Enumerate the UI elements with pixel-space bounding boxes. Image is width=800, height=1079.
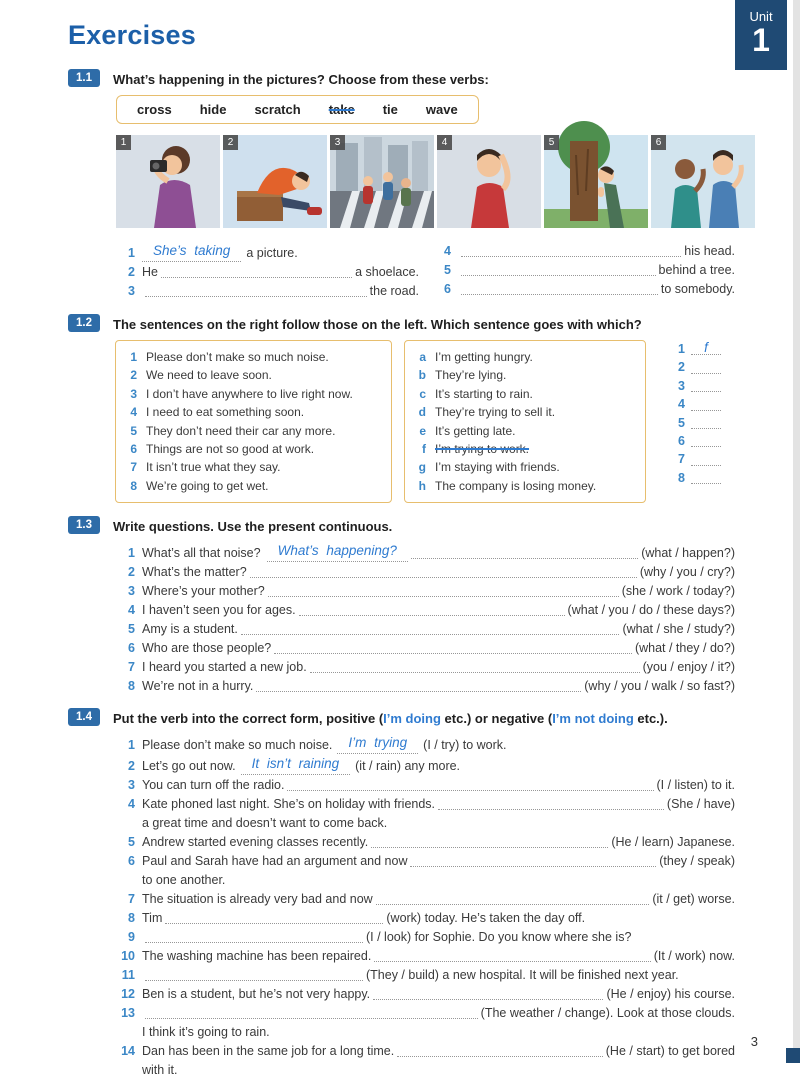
item-hint: (I / try) to work. <box>423 738 507 753</box>
fill-item-continuation <box>115 871 735 889</box>
question-lead: What’s all that noise? <box>142 546 261 561</box>
item-text: It isn’t true what they say. <box>146 460 281 475</box>
item-number: 12 <box>121 987 135 1002</box>
list-item <box>414 477 636 495</box>
answer-blank <box>145 980 363 981</box>
exercise-1-3 <box>68 516 735 695</box>
handwritten-answer: I’m trying <box>337 734 418 754</box>
item-number: 2 <box>678 360 685 375</box>
item-hint: (He / start) to get bored <box>605 1044 735 1059</box>
item-number: 7 <box>128 660 135 675</box>
answer-row <box>673 358 735 376</box>
item-text: They’re trying to sell it. <box>435 405 556 420</box>
answers-left-column <box>115 242 419 301</box>
item-text: It’s starting to rain. <box>435 386 533 401</box>
item-number: 6 <box>678 434 685 449</box>
fill-item <box>115 1042 735 1060</box>
answer-blank <box>373 999 603 1000</box>
item-number: 4 <box>444 244 451 258</box>
item-number: 8 <box>678 470 685 485</box>
answer-blank <box>256 691 581 692</box>
item-letter: f <box>422 442 426 457</box>
answer-blank <box>691 359 721 374</box>
item-number: 4 <box>128 797 135 812</box>
exercise-heading <box>113 708 668 726</box>
unit-label: Unit <box>749 9 773 24</box>
answer-tail: the road. <box>369 284 419 298</box>
illustration <box>437 135 541 228</box>
item-hint: (it / get) worse. <box>652 892 735 907</box>
left-sentences-box <box>115 340 392 503</box>
fill-item <box>115 852 735 870</box>
verb-option: hide <box>199 102 227 117</box>
illustration <box>330 135 434 228</box>
item-hint: (He / learn) Japanese. <box>611 835 735 850</box>
answer-tail: his head. <box>684 244 735 258</box>
item-number: 5 <box>128 835 135 850</box>
illustration <box>544 135 648 228</box>
exercise-body <box>115 542 735 695</box>
question-lead: I heard you started a new job. <box>142 660 307 675</box>
item-hint: (They / build) a new hospital. It will be finished next year. <box>366 968 679 983</box>
answer-row <box>673 395 735 413</box>
exercise-heading: What’s happening in the pictures? Choose from these verbs: <box>113 72 489 87</box>
item-number: 6 <box>128 641 135 656</box>
answer-blank <box>241 634 620 635</box>
item-letter: b <box>418 368 426 383</box>
right-sentences-box <box>404 340 646 503</box>
answer-blank <box>250 577 637 578</box>
answer-blank <box>165 923 383 924</box>
answers-columns <box>115 242 735 301</box>
item-number: 1 <box>128 546 135 561</box>
answer-tail: to somebody. <box>660 282 735 296</box>
fill-item <box>115 985 735 1003</box>
item-number: 6 <box>444 282 451 296</box>
question-lead: I haven’t seen you for ages. <box>142 603 296 618</box>
exercise-body <box>115 340 735 503</box>
list-item <box>125 385 382 403</box>
answer-blank <box>371 847 608 848</box>
picture-5-hiding-behind-tree <box>544 135 648 228</box>
answer-blank <box>461 275 656 276</box>
item-number: 2 <box>128 265 135 279</box>
item-number: 4 <box>130 405 137 420</box>
item-letter: g <box>418 460 426 475</box>
answer-blank <box>691 432 721 447</box>
question-item <box>115 639 735 657</box>
list-item <box>414 366 636 384</box>
fill-item <box>115 833 735 851</box>
answer-blank <box>691 377 721 392</box>
answer-blank <box>287 790 653 791</box>
item-number: 2 <box>128 565 135 580</box>
heading-keyword: I’m doing <box>383 711 441 727</box>
item-number: 3 <box>678 378 685 393</box>
illustration <box>223 135 327 228</box>
exercise-number-badge: 1.1 <box>68 69 100 87</box>
answer-lead: He <box>142 265 158 279</box>
answers-right-column <box>431 242 735 301</box>
answer-item <box>431 280 735 298</box>
fill-item <box>115 928 735 946</box>
answer-blank <box>310 672 640 673</box>
item-letter: a <box>419 350 426 364</box>
list-item <box>125 477 382 495</box>
answer-blank <box>397 1056 603 1057</box>
item-text-crossed-out: I’m trying to work. <box>435 442 530 457</box>
answer-blank <box>411 558 638 559</box>
exercise-body <box>115 95 735 301</box>
list-item <box>414 422 636 440</box>
answer-tail: a picture. <box>246 246 298 260</box>
answer-item <box>115 242 419 262</box>
answer-blank <box>145 296 367 297</box>
item-hint: (they / speak) <box>659 854 735 869</box>
item-continuation: I think it’s going to rain. <box>142 1025 270 1040</box>
answer-row <box>673 377 735 395</box>
item-number: 5 <box>444 263 451 277</box>
fill-item <box>115 795 735 813</box>
answer-blank <box>438 809 664 810</box>
item-number: 6 <box>130 442 137 457</box>
handwritten-answer: She’s taking <box>142 242 241 262</box>
item-text: It’s getting late. <box>435 423 516 438</box>
item-letter: c <box>419 386 426 401</box>
exercise-number-badge: 1.4 <box>68 708 100 726</box>
handwritten-answer: What’s happening? <box>267 542 408 562</box>
item-lead: Please don’t make so much noise. <box>142 738 333 753</box>
exercise-number-badge: 1.2 <box>68 314 100 332</box>
answer-blank <box>145 1018 478 1019</box>
answer-blank <box>299 615 565 616</box>
item-lead: Ben is a student, but he’s not very happy. <box>142 987 371 1002</box>
item-continuation: with it. <box>142 1063 178 1078</box>
answer-item <box>115 282 419 300</box>
item-number: 2 <box>128 759 135 774</box>
picture-number: 2 <box>223 135 238 150</box>
item-text: I’m getting hungry. <box>435 350 533 364</box>
question-lead: Who are those people? <box>142 641 272 656</box>
fill-item-continuation <box>115 1023 735 1041</box>
fill-item <box>115 890 735 908</box>
item-text: I need to eat something soon. <box>146 405 305 420</box>
answer-blank <box>461 294 658 295</box>
question-hint: (why / you / walk / so fast?) <box>584 679 735 694</box>
item-text: Things are not so good at work. <box>146 442 315 457</box>
item-number: 13 <box>121 1006 135 1021</box>
fill-item <box>115 755 735 775</box>
question-lead: We’re not in a hurry. <box>142 679 254 694</box>
item-number: 6 <box>128 854 135 869</box>
item-lead: Andrew started evening classes recently. <box>142 835 369 850</box>
heading-text: Put the verb into the correct form, positive ( <box>113 711 384 727</box>
page-edge <box>793 0 800 1063</box>
question-hint: (what / happen?) <box>641 546 735 561</box>
item-text: The company is losing money. <box>435 478 597 493</box>
item-number: 11 <box>121 968 135 983</box>
picture-number: 1 <box>116 135 131 150</box>
item-number: 3 <box>130 386 137 401</box>
item-text: They’re lying. <box>435 368 507 383</box>
matching-boxes <box>115 340 735 503</box>
item-lead: The situation is already very bad and now <box>142 892 373 907</box>
list-item <box>125 348 382 366</box>
answer-row <box>673 414 735 432</box>
picture-6-waving <box>651 135 755 228</box>
item-number: 1 <box>128 738 135 753</box>
page-title: Exercises <box>68 20 196 50</box>
item-hint: (She / have) <box>666 797 735 812</box>
item-number: 14 <box>121 1044 135 1059</box>
list-item <box>414 403 636 421</box>
exercise-header <box>68 708 735 726</box>
item-number: 3 <box>128 778 135 793</box>
answer-row <box>673 469 735 487</box>
item-number: 1 <box>130 350 137 364</box>
item-hint: (He / enjoy) his course. <box>606 987 735 1002</box>
exercise-heading: The sentences on the right follow those on the left. Which sentence goes with which? <box>113 317 642 332</box>
item-number: 5 <box>128 622 135 637</box>
item-text: They don’t need their car any more. <box>146 423 336 438</box>
item-lead: You can turn off the radio. <box>142 778 285 793</box>
answer-blank <box>161 277 352 278</box>
verb-option: scratch <box>254 102 301 117</box>
unit-number: 1 <box>752 22 770 58</box>
answer-blank <box>691 469 721 484</box>
verb-choice-box <box>116 95 479 124</box>
answer-item <box>431 242 735 260</box>
question-item <box>115 563 735 581</box>
item-lead: The washing machine has been repaired. <box>142 949 372 964</box>
answer-blank <box>268 596 619 597</box>
exercise-header <box>68 69 735 87</box>
exercise-1-1 <box>68 69 735 301</box>
pictures-row <box>116 135 735 228</box>
item-hint: (I / look) for Sophie. Do you know where she is? <box>366 930 632 945</box>
list-item <box>414 458 636 476</box>
item-hint: (The weather / change). Look at those clouds. <box>480 1006 735 1021</box>
answer-item <box>431 261 735 279</box>
item-hint: (it / rain) any more. <box>355 759 461 774</box>
heading-text: etc.). <box>633 711 668 727</box>
picture-number: 4 <box>437 135 452 150</box>
item-text: We’re going to get wet. <box>146 478 269 493</box>
page-number: 3 <box>750 1034 758 1049</box>
answer-blank <box>410 866 656 867</box>
question-hint: (what / she / study?) <box>622 622 735 637</box>
list-item <box>414 348 636 366</box>
fill-item-continuation <box>115 1061 735 1079</box>
picture-number: 6 <box>651 135 666 150</box>
question-hint: (what / they / do?) <box>634 641 735 656</box>
heading-text: etc.) or negative ( <box>440 711 553 727</box>
list-item <box>125 440 382 458</box>
handwritten-answer: f <box>704 340 708 356</box>
picture-2-tying-shoelace <box>223 135 327 228</box>
question-hint: (you / enjoy / it?) <box>642 660 735 675</box>
item-text: I’m staying with friends. <box>435 460 560 475</box>
item-letter: e <box>419 423 426 438</box>
question-item <box>115 542 735 562</box>
item-number: 5 <box>678 415 685 430</box>
picture-number: 3 <box>330 135 345 150</box>
matching-answers-column <box>673 340 735 487</box>
answer-row <box>673 432 735 450</box>
exercise-header <box>68 314 735 332</box>
item-continuation: to one another. <box>142 873 226 888</box>
answer-blank <box>691 414 721 429</box>
fill-item <box>115 966 735 984</box>
item-text: I don’t have anywhere to live right now. <box>146 386 353 401</box>
question-item <box>115 620 735 638</box>
list-item <box>125 422 382 440</box>
answer-item <box>115 263 419 281</box>
fill-item <box>115 776 735 794</box>
item-number: 7 <box>678 452 685 467</box>
item-lead: Paul and Sarah have had an argument and now <box>142 854 408 869</box>
item-number: 1 <box>128 246 135 260</box>
question-lead: Where’s your mother? <box>142 584 265 599</box>
exercise-1-4 <box>68 708 735 1079</box>
item-number: 2 <box>130 368 137 383</box>
item-text: Please don’t make so much noise. <box>146 350 329 364</box>
verb-option-crossed-out: take <box>328 102 355 117</box>
list-item-crossed-out <box>414 440 636 458</box>
item-number: 9 <box>128 930 135 945</box>
fill-item-continuation <box>115 814 735 832</box>
item-lead: Let’s go out now. <box>142 759 236 774</box>
item-text: We need to leave soon. <box>146 368 272 383</box>
item-number: 3 <box>128 584 135 599</box>
exercise-header <box>68 516 735 534</box>
item-hint: (work) today. He’s taken the day off. <box>386 911 586 926</box>
answer-blank <box>274 653 632 654</box>
question-item <box>115 658 735 676</box>
answer-blank <box>145 942 363 943</box>
question-item <box>115 582 735 600</box>
list-item <box>125 366 382 384</box>
answer-blank <box>374 961 650 962</box>
answer-blank <box>691 396 721 411</box>
item-number: 8 <box>128 679 135 694</box>
list-item <box>414 385 636 403</box>
question-hint: (why / you / cry?) <box>639 565 735 580</box>
item-number: 10 <box>121 949 135 964</box>
fill-item <box>115 947 735 965</box>
item-lead: Dan has been in the same job for a long time. <box>142 1044 395 1059</box>
unit-badge <box>735 0 787 70</box>
verb-option: tie <box>382 102 398 117</box>
fill-item <box>115 909 735 927</box>
picture-4-scratching-head <box>437 135 541 228</box>
question-item <box>115 601 735 619</box>
picture-1-taking-a-photo <box>116 135 220 228</box>
item-number: 4 <box>678 397 685 412</box>
item-letter: h <box>418 478 426 493</box>
illustration <box>116 135 220 228</box>
item-lead: Kate phoned last night. She’s on holiday with friends. <box>142 797 436 812</box>
item-number: 7 <box>128 892 135 907</box>
answer-row <box>673 340 735 358</box>
item-number: 8 <box>128 911 135 926</box>
verb-option: wave <box>425 102 458 117</box>
answer-blank <box>691 340 721 355</box>
heading-keyword: I’m not doing <box>552 711 634 727</box>
verb-option: cross <box>137 102 172 117</box>
question-lead: Amy is a student. <box>142 622 238 637</box>
illustration <box>651 135 755 228</box>
exercise-heading: Write questions. Use the present continuous. <box>113 519 393 535</box>
question-item <box>115 677 735 695</box>
item-lead: Tim <box>142 911 163 926</box>
item-number: 5 <box>130 423 137 438</box>
item-number: 4 <box>128 603 135 618</box>
item-continuation: a great time and doesn’t want to come back. <box>142 816 388 831</box>
item-hint: (It / work) now. <box>653 949 735 964</box>
item-number: 7 <box>130 460 137 475</box>
exercise-body <box>115 734 735 1079</box>
list-item <box>125 458 382 476</box>
answer-blank <box>461 256 681 257</box>
exercise-1-2 <box>68 314 735 503</box>
item-letter: d <box>418 405 426 420</box>
answer-tail: behind a tree. <box>658 263 735 277</box>
list-item <box>125 403 382 421</box>
handwritten-answer: It isn’t raining <box>241 755 351 775</box>
question-hint: (she / work / today?) <box>621 584 735 599</box>
answer-row <box>673 450 735 468</box>
fill-item <box>115 1004 735 1022</box>
picture-3-crossing-road <box>330 135 434 228</box>
item-number: 3 <box>128 284 135 298</box>
corner-bar <box>786 1048 800 1063</box>
fill-item <box>115 734 735 754</box>
answer-tail: a shoelace. <box>355 265 419 279</box>
question-hint: (what / you / do / these days?) <box>567 603 735 618</box>
answer-blank <box>376 904 650 905</box>
item-number: 1 <box>678 342 685 356</box>
item-number: 8 <box>130 478 137 493</box>
exercise-number-badge: 1.3 <box>68 516 100 534</box>
answer-blank <box>691 451 721 466</box>
picture-number: 5 <box>544 135 559 150</box>
item-hint: (I / listen) to it. <box>656 778 735 793</box>
question-lead: What’s the matter? <box>142 565 247 580</box>
